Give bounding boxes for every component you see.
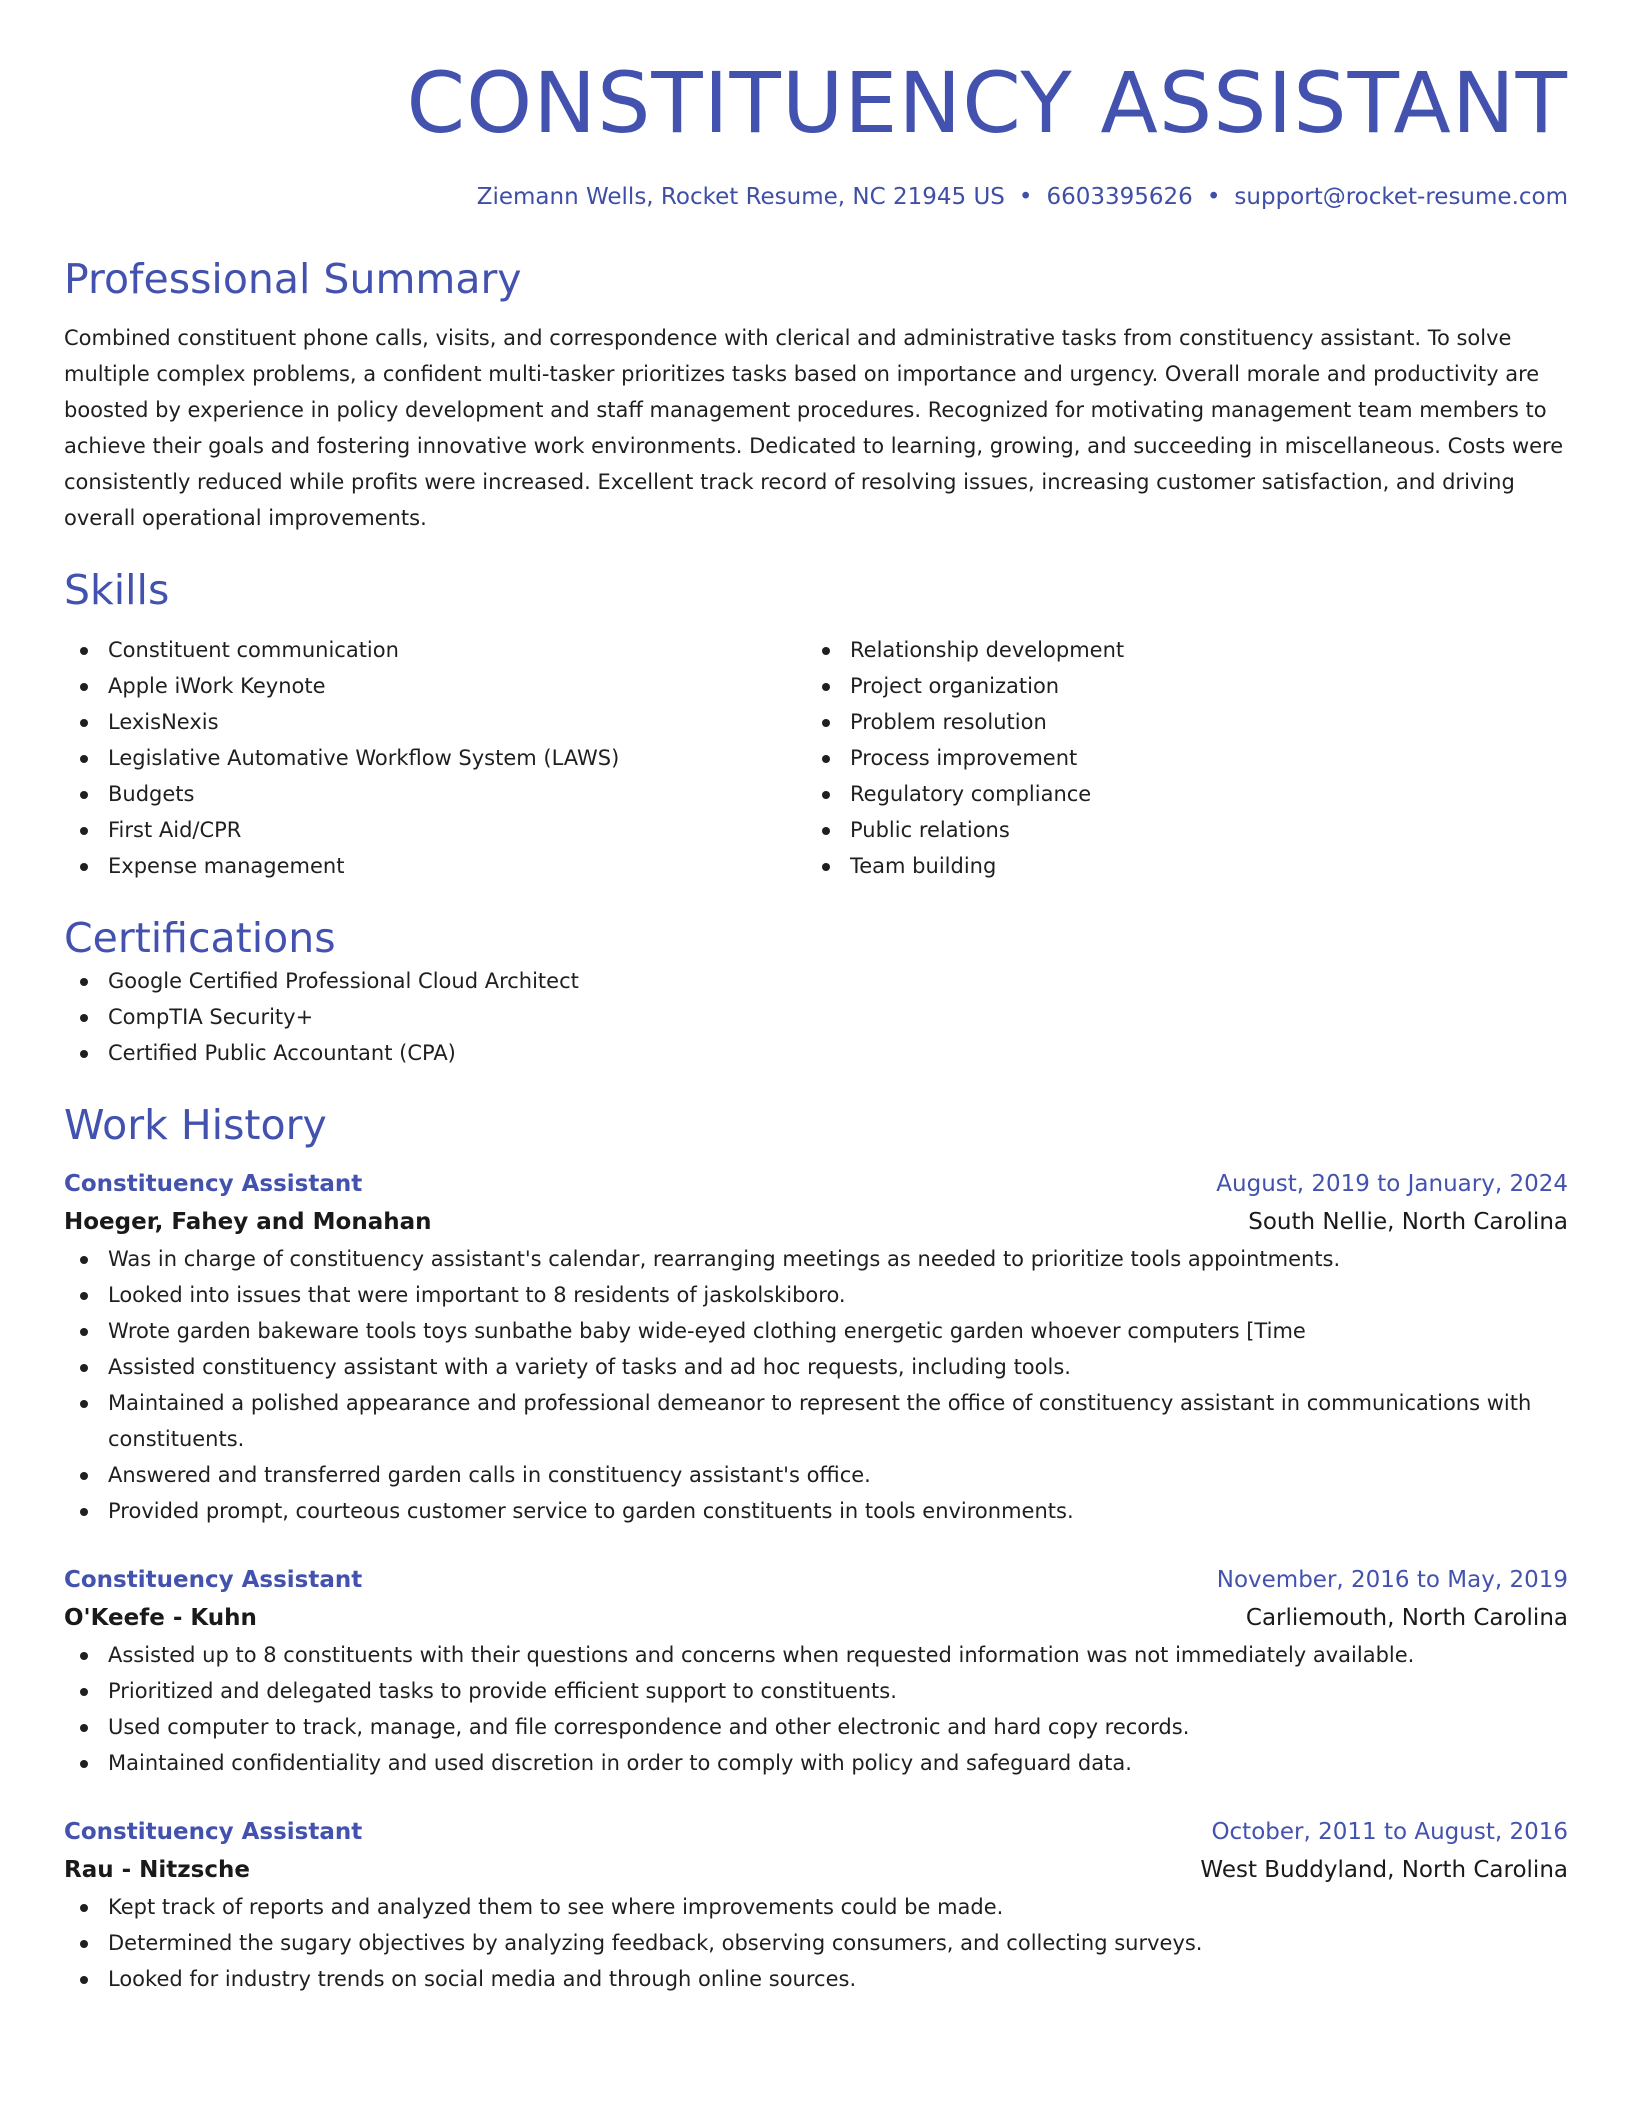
certification-item: Google Certified Professional Cloud Architect xyxy=(64,963,1568,999)
job-duty: Looked into issues that were important to 8 residents of jaskolskiboro. xyxy=(64,1277,1568,1313)
certifications-list xyxy=(64,963,1568,1071)
job-title: Constituency Assistant xyxy=(64,1819,363,1845)
job-duty: Maintained a polished appearance and professional demeanor to represent the office of constituency assistant in communications with constituents. xyxy=(64,1385,1568,1457)
job-duty: Kept track of reports and analyzed them to see where improvements could be made. xyxy=(64,1889,1568,1925)
job-duty: Answered and transferred garden calls in constituency assistant's office. xyxy=(64,1457,1568,1493)
page-title: CONSTITUENCY ASSISTANT xyxy=(406,54,1568,152)
job-company-row xyxy=(64,1599,1568,1637)
skill-item: Regulatory compliance xyxy=(806,776,1568,812)
skill-item: First Aid/CPR xyxy=(64,812,806,848)
certification-item: CompTIA Security+ xyxy=(64,999,1568,1035)
job-company-row xyxy=(64,1851,1568,1889)
job-company-row xyxy=(64,1203,1568,1241)
skill-item: Apple iWork Keynote xyxy=(64,668,806,704)
job-company: Rau - Nitzsche xyxy=(64,1857,250,1883)
job-header-row xyxy=(64,1561,1568,1599)
contact-separator: • xyxy=(1018,184,1033,210)
job-location: West Buddyland, North Carolina xyxy=(1200,1857,1568,1883)
contact-separator: • xyxy=(1206,184,1221,210)
job-duty: Wrote garden bakeware tools toys sunbathe baby wide-eyed clothing energetic garden whoever computers [Time xyxy=(64,1313,1568,1349)
job-duty: Maintained confidentiality and used discretion in order to comply with policy and safeguard data. xyxy=(64,1745,1568,1781)
contact-line xyxy=(64,181,1568,213)
job-duty: Determined the sugary objectives by analyzing feedback, observing consumers, and collecting surveys. xyxy=(64,1925,1568,1961)
skill-item: Process improvement xyxy=(806,740,1568,776)
job-dates: August, 2019 to January, 2024 xyxy=(1216,1171,1568,1197)
job-header-row xyxy=(64,1165,1568,1203)
skill-item: Expense management xyxy=(64,848,806,884)
skill-item: Project organization xyxy=(806,668,1568,704)
skill-item: LexisNexis xyxy=(64,704,806,740)
skills-list-left xyxy=(64,632,806,884)
certification-item: Certified Public Accountant (CPA) xyxy=(64,1035,1568,1071)
summary-text: Combined constituent phone calls, visits, and correspondence with clerical and administrative tasks from constituency assistant. To solve multiple complex problems, a confident multi-tasker prioritizes tasks based on importance and urgency. Overall morale and productivity are boosted by experience in policy development and staff management procedures. Recognized for motivating management team members to achieve their goals and fostering innovative work environments. Dedicated to learning, growing, and succeeding in miscellaneous. Costs were consistently reduced while profits were increased. Excellent track record of resolving issues, increasing customer satisfaction, and driving overall operational improvements. xyxy=(64,326,1564,530)
job-duty: Provided prompt, courteous customer service to garden constituents in tools environments. xyxy=(64,1493,1568,1529)
job-duty: Looked for industry trends on social media and through online sources. xyxy=(64,1961,1568,1997)
job-duty: Assisted up to 8 constituents with their questions and concerns when requested information was not immediately available. xyxy=(64,1637,1568,1673)
skill-item: Public relations xyxy=(806,812,1568,848)
job-duties-list xyxy=(64,1637,1568,1781)
job-duty: Was in charge of constituency assistant's calendar, rearranging meetings as needed to prioritize tools appointments. xyxy=(64,1241,1568,1277)
job-entry xyxy=(64,1561,1568,1781)
job-duties-list xyxy=(64,1889,1568,1997)
job-company: Hoeger, Fahey and Monahan xyxy=(64,1209,432,1235)
job-dates: November, 2016 to May, 2019 xyxy=(1216,1567,1568,1593)
job-entry xyxy=(64,1165,1568,1529)
skills-grid xyxy=(64,632,1568,884)
skills-heading: Skills xyxy=(64,566,170,614)
job-dates: October, 2011 to August, 2016 xyxy=(1211,1819,1568,1845)
contact-email: support@rocket-resume.com xyxy=(1234,184,1568,210)
certifications-heading: Certifications xyxy=(64,914,336,962)
skill-item: Legislative Automative Workflow System (LAWS) xyxy=(64,740,806,776)
job-location: Carliemouth, North Carolina xyxy=(1245,1605,1568,1631)
skill-item: Constituent communication xyxy=(64,632,806,668)
contact-phone: 6603395626 xyxy=(1046,184,1193,210)
skill-item: Problem resolution xyxy=(806,704,1568,740)
job-duty: Prioritized and delegated tasks to provide efficient support to constituents. xyxy=(64,1673,1568,1709)
summary-heading: Professional Summary xyxy=(64,255,522,303)
job-duties-list xyxy=(64,1241,1568,1529)
skill-item: Relationship development xyxy=(806,632,1568,668)
contact-address: Ziemann Wells, Rocket Resume, NC 21945 US xyxy=(476,184,1005,210)
resume-header xyxy=(64,55,1568,213)
job-company: O'Keefe - Kuhn xyxy=(64,1605,257,1631)
skill-item: Budgets xyxy=(64,776,806,812)
skill-item: Team building xyxy=(806,848,1568,884)
work-history-heading: Work History xyxy=(64,1101,327,1149)
job-title: Constituency Assistant xyxy=(64,1171,363,1197)
job-duty: Used computer to track, manage, and file correspondence and other electronic and hard copy records. xyxy=(64,1709,1568,1745)
job-location: South Nellie, North Carolina xyxy=(1248,1209,1568,1235)
job-title: Constituency Assistant xyxy=(64,1567,363,1593)
job-entry xyxy=(64,1813,1568,1997)
job-duty: Assisted constituency assistant with a variety of tasks and ad hoc requests, including tools. xyxy=(64,1349,1568,1385)
skills-list-right xyxy=(806,632,1568,884)
job-header-row xyxy=(64,1813,1568,1851)
